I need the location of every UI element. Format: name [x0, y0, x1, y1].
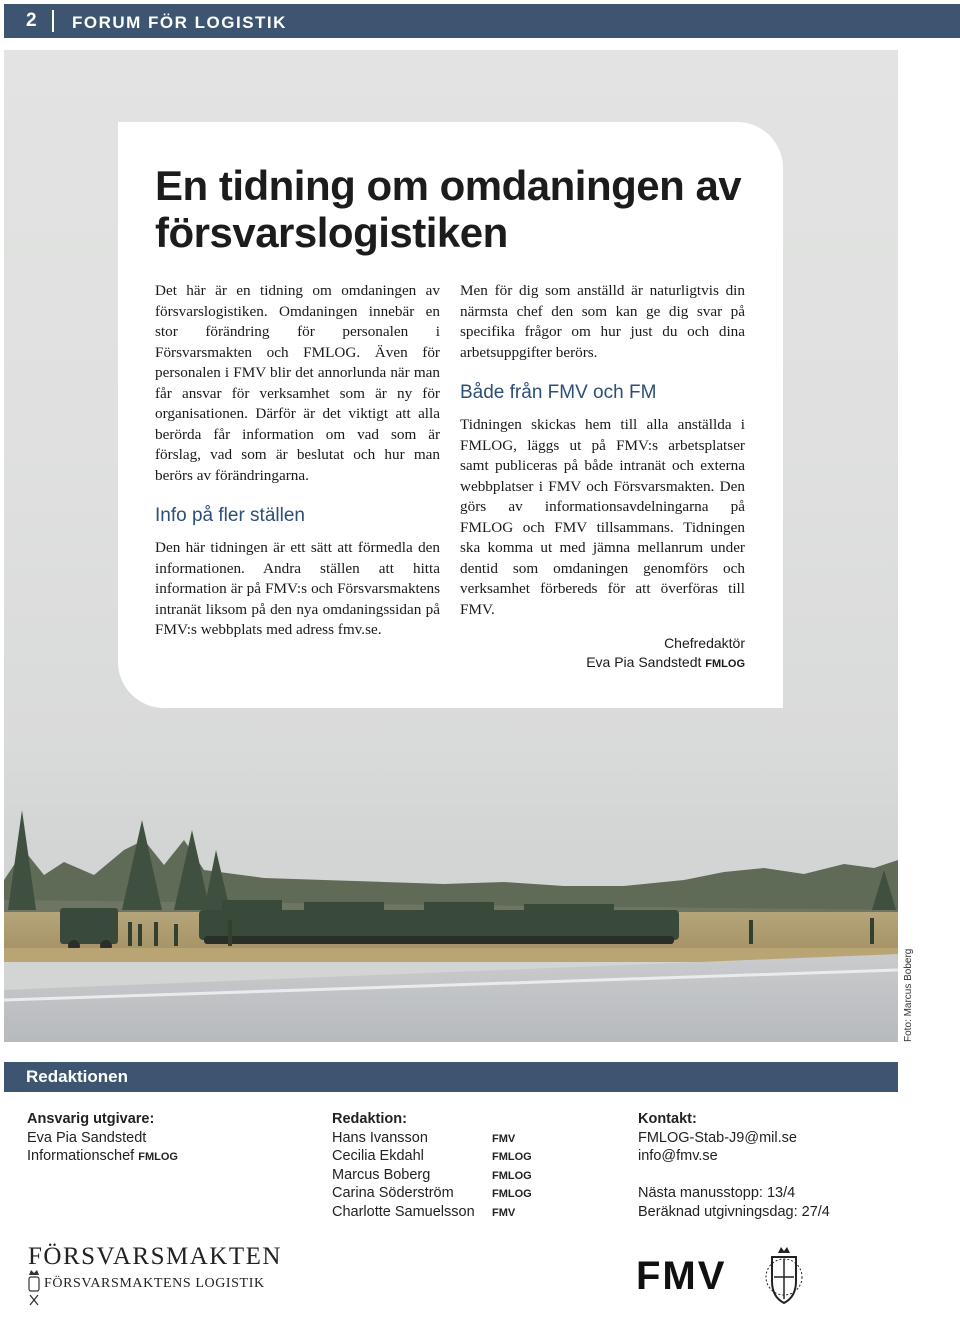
- article-column-2: [460, 281, 745, 674]
- publisher-role: Informationschef: [27, 1148, 135, 1164]
- publish-date: Beräknad utgivningsdag: 27/4: [638, 1203, 830, 1220]
- article-column-1: [155, 281, 440, 641]
- contact-heading: Kontakt:: [638, 1111, 697, 1127]
- paragraph: Men för dig som anställd är naturligtvis din närmsta chef den som kan ge dig svar på specifika frågor om hur just du och dina arbetsuppgifter berörs.: [460, 282, 745, 361]
- page-header-bar: [4, 4, 960, 38]
- paragraph: Tidningen skickas hem till alla anställda i FMLOG, läggs ut på FMV:s arbetsplatser samt publiceras på både intranät och externa webbplatser i FMV och Försvarsmakten. Den görs av informationsavdelningarna på FMLOG och FMV tillsammans. Tidningen ska komma ut med jämna mellanrum under dentid som omdaningen genomförs och verksamhet förbereds för att överföras till FMV.: [460, 416, 745, 618]
- publisher-block: [27, 1110, 178, 1167]
- editor-row: Carina Söderström FMLOG: [332, 1185, 532, 1201]
- article-headline: En tidning om omdaningen av försvarslogistiken: [155, 162, 742, 256]
- article-card: [118, 122, 783, 708]
- editor-row: Hans Ivansson FMV: [332, 1129, 516, 1146]
- page-number: 2: [26, 10, 37, 31]
- contact-block: [638, 1110, 830, 1221]
- paragraph: Det här är en tidning om omdaningen av försvarslogistiken. Omdaningen innebär en stor förändring för personalen i Försvarsmakten och FMLOG. Även för personalen i FMV blir det annorlunda när man får ansvar för verksamhet som är ny för organisationen. Därför är det viktigt att alla berörda får information om vad som är förslag, vad som är beslutat och hur man berörs av förändringarna.: [155, 282, 440, 484]
- contact-email[interactable]: info@fmv.se: [638, 1148, 718, 1164]
- editors-heading: Redaktion:: [332, 1111, 407, 1127]
- redaktionen-title: Redaktionen: [26, 1067, 129, 1086]
- photo-credit: Foto: Marcus Boberg: [903, 948, 914, 1042]
- subheading: Både från FMV och FM: [460, 382, 657, 403]
- forsvarsmakten-logo: [28, 1243, 282, 1291]
- deadline: Nästa manusstopp: 13/4: [638, 1185, 796, 1201]
- fmv-crest-icon: [766, 1247, 802, 1303]
- editor-row: Charlotte Samuelsson FMV: [332, 1203, 516, 1220]
- fmv-emblem: [636, 1245, 812, 1307]
- signature-name: Eva Pia Sandstedt: [586, 654, 702, 670]
- redaktionen-bar: [4, 1062, 898, 1092]
- fmv-logo: [636, 1245, 812, 1312]
- subheading: Info på fler ställen: [155, 505, 305, 526]
- signature-title: Chefredaktör: [664, 635, 745, 651]
- header-divider: [52, 10, 54, 32]
- fm-subtitle: FÖRSVARSMAKTENS LOGISTIK: [44, 1276, 265, 1291]
- publisher-org: FMLOG: [138, 1151, 178, 1163]
- publisher-name: Eva Pia Sandstedt: [27, 1129, 147, 1146]
- editor-row: Marcus Boberg FMLOG: [332, 1166, 532, 1183]
- fm-title: FÖRSVARSMAKTEN: [28, 1243, 282, 1270]
- svg-text:FMV: FMV: [636, 1254, 727, 1298]
- editors-block: [332, 1110, 532, 1221]
- section-title: FORUM FÖR LOGISTIK: [72, 13, 287, 32]
- contact-email[interactable]: FMLOG-Stab-J9@mil.se: [638, 1129, 797, 1146]
- paragraph: Den här tidningen är ett sätt att förmedla den informationen. Andra ställen att hitta information är på FMV:s och Försvarsmaktens intranät liksom på den nya omdaningssidan på FMV:s webbplats med adress fmv.se.: [155, 539, 440, 638]
- signature-org: FMLOG: [705, 658, 745, 670]
- crown-crest-icon: [28, 1269, 40, 1307]
- editor-row: Cecilia Ekdahl FMLOG: [332, 1148, 532, 1164]
- signature: [460, 634, 745, 674]
- publisher-heading: Ansvarig utgivare:: [27, 1111, 155, 1127]
